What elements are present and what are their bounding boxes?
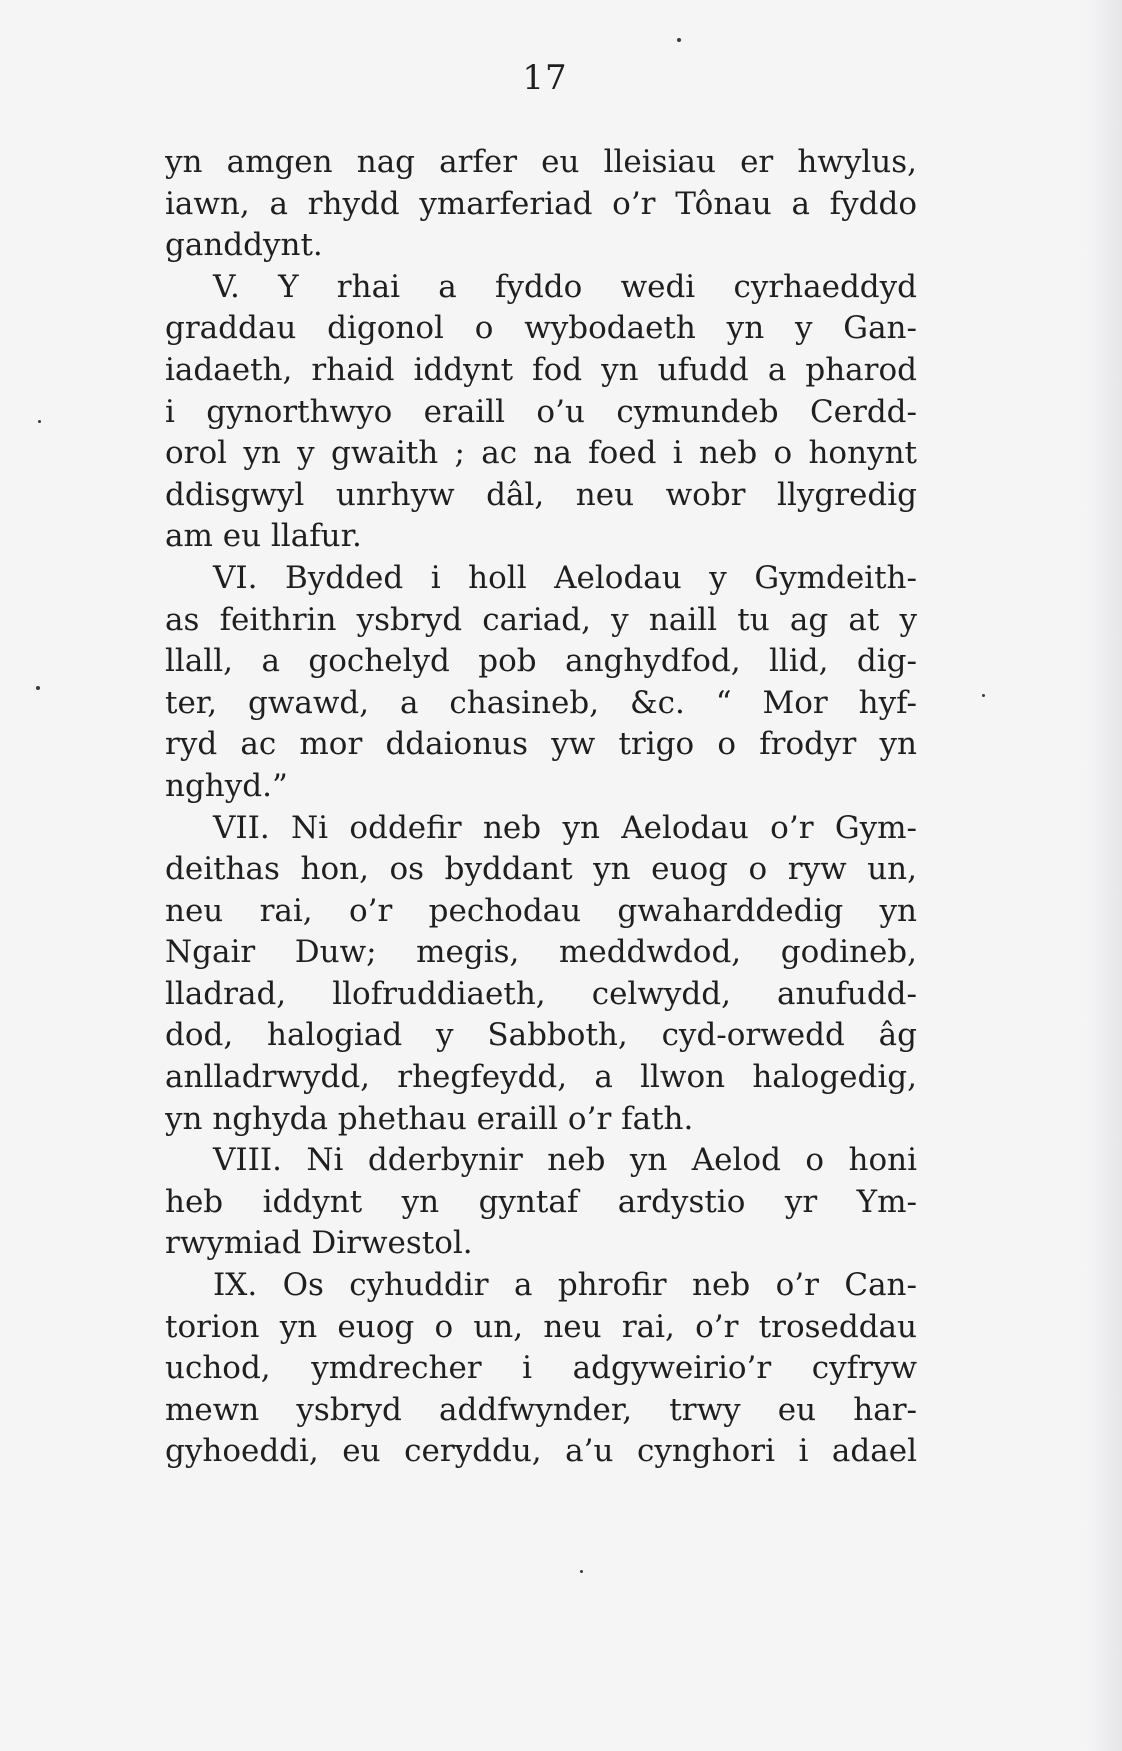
- text-line: torion yn euog o un, neu rai, o’r troseddau: [165, 1308, 917, 1345]
- text-line: am eu llafur.: [165, 518, 362, 555]
- text-line: yn amgen nag arfer eu lleisiau er hwylus,: [165, 144, 917, 180]
- text-line: V. Y rhai a fyddo wedi cyrhaeddyd: [213, 268, 917, 305]
- text-line: anlladrwydd, rhegfeydd, a llwon halogedig,: [165, 1059, 917, 1096]
- text-line: IX. Os cyhuddir a phrofir neb o’r Can-: [213, 1267, 917, 1304]
- body-text: [165, 142, 917, 1473]
- text-line: nghyd.”: [165, 767, 288, 804]
- text-line: heb iddynt yn gyntaf ardystio yr Ym-: [165, 1183, 917, 1220]
- text-line: deithas hon, os byddant yn euog o ryw un,: [165, 851, 917, 888]
- text-line: mewn ysbryd addfwynder, trwy eu har-: [165, 1391, 917, 1428]
- text-line: VI. Bydded i holl Aelodau y Gymdeith-: [213, 559, 917, 596]
- print-speck: [38, 420, 41, 423]
- print-speck: [677, 38, 681, 42]
- text-line: ganddynt.: [165, 227, 323, 264]
- text-line: neu rai, o’r pechodau gwaharddedig yn: [165, 892, 917, 929]
- text-line: gyhoeddi, eu ceryddu, a’u cynghori i adael: [165, 1433, 917, 1470]
- text-line: uchod, ymdrecher i adgyweirio’r cyfryw: [165, 1350, 917, 1387]
- text-line: orol yn y gwaith ; ac na foed i neb o honynt: [165, 435, 917, 472]
- text-line: as feithrin ysbryd cariad, y naill tu ag at y: [165, 601, 917, 638]
- text-line: llall, a gochelyd pob anghydfod, llid, dig-: [165, 643, 917, 680]
- text-line: Ngair Duw; megis, meddwdod, godineb,: [165, 934, 917, 971]
- print-speck: [982, 694, 985, 697]
- text-line: ryd ac mor ddaionus yw trigo o frodyr yn: [165, 726, 917, 763]
- print-speck: [580, 1570, 583, 1573]
- print-speck: [36, 686, 40, 690]
- text-line: dod, halogiad y Sabboth, cyd-orwedd âg: [165, 1017, 917, 1054]
- text-line: lladrad, llofruddiaeth, celwydd, anufudd-: [165, 975, 917, 1012]
- text-line: graddau digonol o wybodaeth yn y Gan-: [165, 310, 917, 347]
- text-line: rwymiad Dirwestol.: [165, 1225, 473, 1262]
- page-edge-shadow: [1086, 0, 1122, 1751]
- text-line: VIII. Ni dderbynir neb yn Aelod o honi: [213, 1142, 917, 1179]
- text-line: iawn, a rhydd ymarferiad o’r Tônau a fyddo: [165, 185, 917, 222]
- text-line: VII. Ni oddefir neb yn Aelodau o’r Gym-: [213, 809, 917, 846]
- text-line: i gynorthwyo eraill o’u cymundeb Cerdd-: [165, 393, 917, 430]
- text-line: iadaeth, rhaid iddynt fod yn ufudd a pharod: [165, 351, 917, 388]
- text-line: ter, gwawd, a chasineb, &c. “ Mor hyf-: [165, 684, 917, 721]
- text-line: ddisgwyl unrhyw dâl, neu wobr llygredig: [165, 476, 917, 513]
- page-number: 17: [522, 58, 568, 98]
- text-line: yn nghyda phethau eraill o’r fath.: [165, 1100, 694, 1137]
